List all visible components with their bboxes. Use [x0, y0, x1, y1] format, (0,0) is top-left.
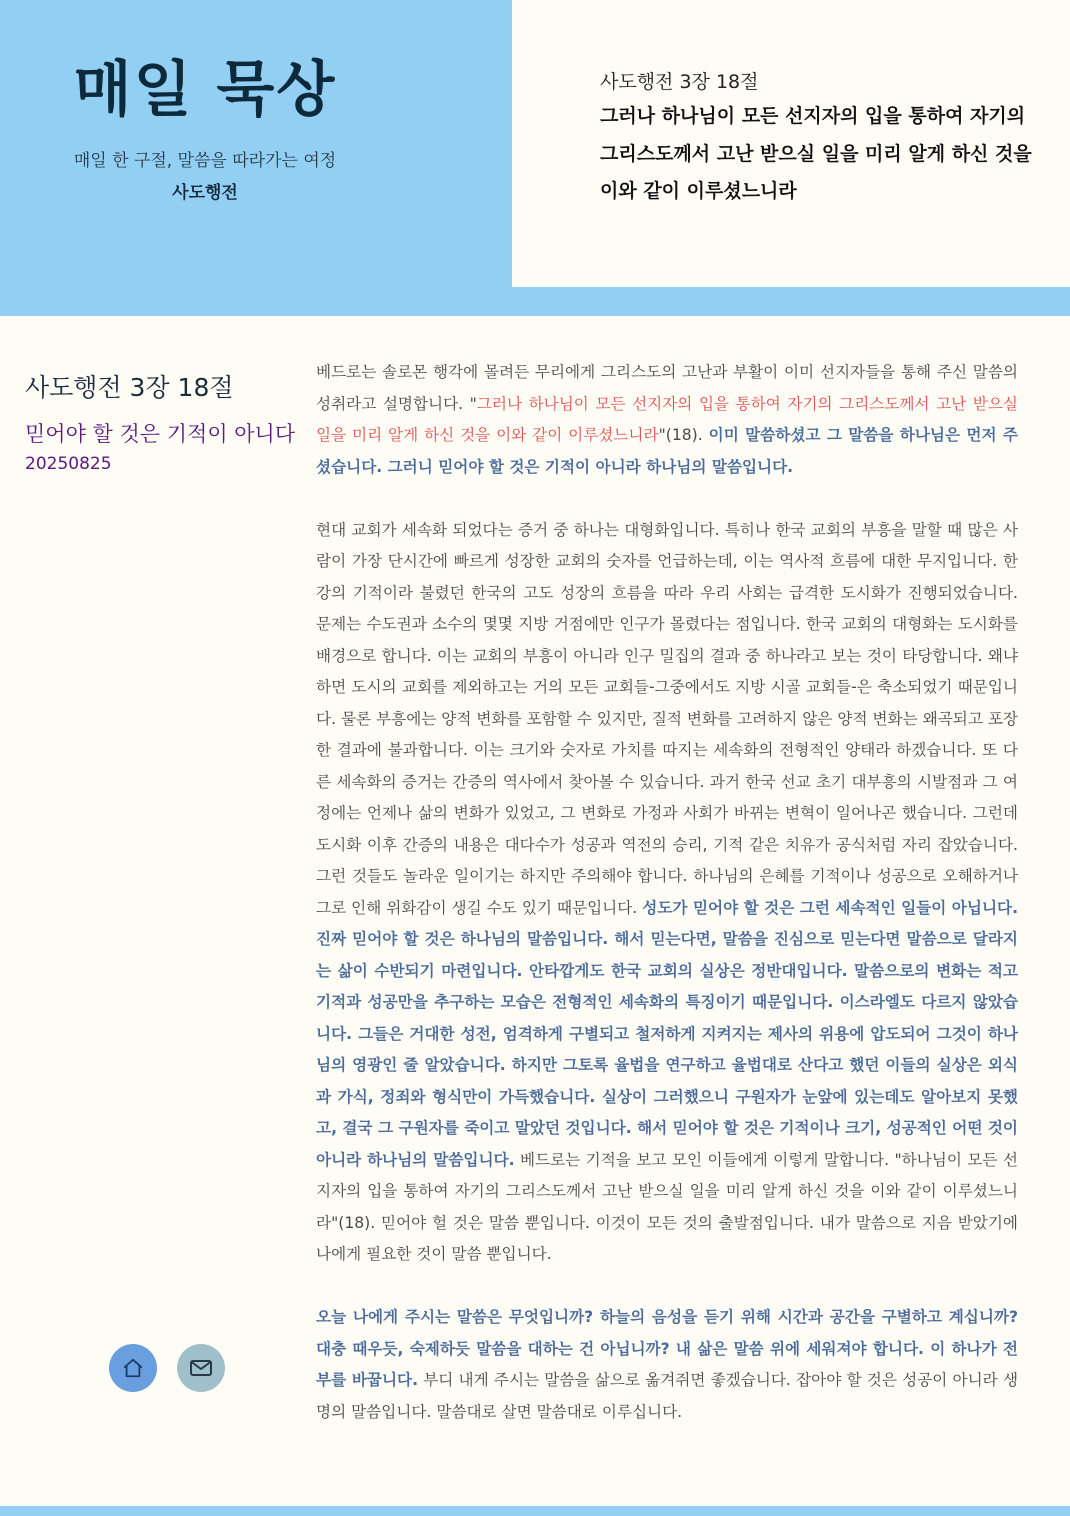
home-icon [122, 1357, 144, 1379]
article-paragraph: 현대 교회가 세속화 되었다는 증거 중 하나는 대형화입니다. 특히나 한국 교회의 부흥을 말할 때 많은 사람이 가장 단시간에 빠르게 성장한 교회의 숫자를 언급하는데, 이는 역사적 흐름에 대한 무지입니다. 한강의 기적이라 불렸던 한국의 고도 성장의 흐름을 따라 우리 사회는 급격한 도시화가 진행되었습니다. 문제는 수도권과 소수의 몇몇 지방 거점에만 인구가 몰렸다는 점입니다. 한국 교회의 대형화는 도시화를 배경으로 합니다. 이는 교회의 부흥이 아니라 인구 밀집의 결과 중 하나라고 보는 것이 타당합니다. 왜냐하면 도시의 교회를 제외하고는 거의 모든 교회들-그중에서도 지방 시골 교회들-은 축소되었기 때문입니다. 물론 부흥에는 양적 변화를 포함할 수 있지만, 질적 변화를 고려하지 않은 양적 변화는 왜곡되고 포장한 결과에 불과합니다. 이는 크기와 숫자로 가치를 따지는 세속화의 전형적인 양태라 하겠습니다. 또 다른 세속화의 증거는 간증의 역사에서 찾아볼 수 있습니다. 과거 한국 선교 초기 대부흥의 시발점과 그 여정에는 언제나 삶의 변화가 있었고, 그 변화로 가정과 사회가 바뀌는 변혁이 일어나곤 했습니다. 그런데 도시화 이후 간증의 내용은 대다수가 성공과 역전의 승리, 기적 같은 치유가 공식처럼 자리 잡았습니다. 그런 것들도 놀라운 일이기는 하지만 주의해야 합니다. 하나님의 은혜를 기적이나 성공으로 오해하거나 그로 인해 위화감이 생길 수도 있기 때문입니다. 성도가 믿어야 할 것은 그런 세속적인 일들이 아닙니다. 진짜 믿어야 할 것은 하나님의 말씀입니다. 해서 믿는다면, 말씀을 진심으로 믿는다면 말씀으로 달라지는 삶이 수반되기 마련입니다. 안타깝게도 한국 교회의 실상은 정반대입니다. 말씀으로의 변화는 적고 기적과 성공만을 추구하는 모습은 전형적인 세속화의 특징이기 때문입니다. 이스라엘도 다르지 않았습니다. 그들은 거대한 성전, 엄격하게 구별되고 철저하게 지켜지는 제사의 위용에 압도되어 그것이 하나님의 영광인 줄 알았습니다. 하지만 그토록 율법을 연구하고 율법대로 산다고 했던 이들의 실상은 외식과 가식, 정죄와 형식만이 가득했습니다. 실상이 그러했으니 구원자가 눈앞에 있는데도 알아보지 못했고, 결국 그 구원자를 죽이고 말았던 것입니다. 해서 믿어야 할 것은 기적이나 크기, 성공적인 어떤 것이 아니라 하나님의 말씀입니다. 베드로는 기적을 보고 모인 이들에게 이렇게 말합니다. "하나님이 모든 선지자의 입을 통하여 자기의 그리스도께서 고난 받으실 일을 미리 알게 하신 것을 이와 같이 이루셨느니라"(18). 믿어야 헐 것은 말씀 뿐입니다. 이것이 모든 것의 출발점입니다. 내가 말씀으로 지음 받았기에 나에게 필요한 것이 말씀 뿐입니다. [316, 520, 1018, 1263]
footer-bar [0, 1506, 1070, 1516]
devotion-date: 20250825 [25, 454, 112, 474]
mail-icon [189, 1358, 213, 1378]
sidebar-reference: 사도행전 3장 18절 [25, 373, 234, 402]
site-tagline: 매일 한 구절, 말씀을 따라가는 여정 [73, 151, 337, 171]
devotion-title: 믿어야 할 것은 기적이 아니다 [25, 422, 296, 446]
emphasis-text: 성도가 믿어야 할 것은 그런 세속적인 일들이 아닙니다. 진짜 믿어야 할 것은 하나님의 말씀입니다. 해서 믿는다면, 말씀을 진심으로 믿는다면 말씀으로 달라지는 삶이 수반되기 마련입니다. 안타깝게도 한국 교회의 실상은 정반대입니다. 말씀으로의 변화는 적고 기적과 성공만을 추구하는 모습은 전형적인 세속화의 특징이기 때문입니다. 이스라엘도 다르지 않았습니다. 그들은 거대한 성전, 엄격하게 구별되고 철저하게 지켜지는 제사의 위용에 압도되어 그것이 하나님의 영광인 줄 알았습니다. 하지만 그토록 율법을 연구하고 율법대로 산다고 했던 이들의 실상은 외식과 가식, 정죄와 형식만이 가득했습니다. 실상이 그러했으니 구원자가 눈앞에 있는데도 알아보지 못했고, 결국 그 구원자를 죽이고 말았던 것입니다. 해서 믿어야 할 것은 기적이나 크기, 성공적인 어떤 것이 아니라 하나님의 말씀입니다. [316, 898, 1018, 1169]
devotion-article [316, 357, 1018, 1428]
verse-text: 그러나 하나님이 모든 선지자의 입을 통하여 자기의 그리스도께서 고난 받으실 일을 미리 알게 하신 것을 이와 같이 이루셨느니라 [600, 105, 1032, 202]
quoted-verse: 그러나 하나님이 모든 선지자의 입을 통하여 자기의 그리스도께서 고난 받으실 일을 미리 알게 하신 것을 이와 같이 이루셨느니라 [316, 394, 1018, 444]
emphasis-text: 이미 말씀하셨고 그 말씀을 하나님은 먼저 주셨습니다. 그러니 믿어야 할 것은 기적이 아니라 하나님의 말씀입니다. [316, 426, 1018, 476]
verse-reference: 사도행전 3장 18절 [600, 71, 759, 93]
home-button[interactable] [109, 1344, 157, 1392]
book-name: 사도행전 [172, 183, 238, 203]
brand-panel [0, 0, 512, 287]
article-paragraph: 베드로는 솔로몬 행각에 몰려든 무리에게 그리스도의 고난과 부활이 이미 선지자들을 통해 주신 말씀의 성취라고 설명합니다. "그러나 하나님이 모든 선지자의 입을 통하여 자기의 그리스도께서 고난 받으실 일을 미리 알게 하신 것을 이와 같이 이루셨느니라"(18). 이미 말씀하셨고 그 말씀을 하나님은 먼저 주셨습니다. 그러니 믿어야 할 것은 기적이 아니라 하나님의 말씀입니다. [316, 363, 1018, 476]
site-title[interactable]: 매일 묵상 [73, 55, 337, 125]
verse-panel [512, 0, 1070, 287]
emphasis-text: 오늘 나에게 주시는 말씀은 무엇입니까? 하늘의 음성을 듣기 위해 시간과 공간을 구별하고 계십니까? 대충 때우듯, 숙제하듯 말씀을 대하는 건 아닙니까? 내 삶은 말씀 위에 세워져야 합니다. 이 하나가 전부를 바꿉니다. [316, 1308, 1018, 1389]
article-paragraph: 오늘 나에게 주시는 말씀은 무엇입니까? 하늘의 음성을 듣기 위해 시간과 공간을 구별하고 계십니까? 대충 때우듯, 숙제하듯 말씀을 대하는 건 아닙니까? 내 삶은 말씀 위에 세워져야 합니다. 이 하나가 전부를 바꿉니다. 부디 내게 주시는 말씀을 삶으로 옮겨쥐면 좋겠습니다. 잡아야 할 것은 성공이 아니라 생명의 말씀입니다. 말씀대로 살면 말씀대로 이루십니다. [316, 1308, 1019, 1421]
mail-button[interactable] [177, 1344, 225, 1392]
